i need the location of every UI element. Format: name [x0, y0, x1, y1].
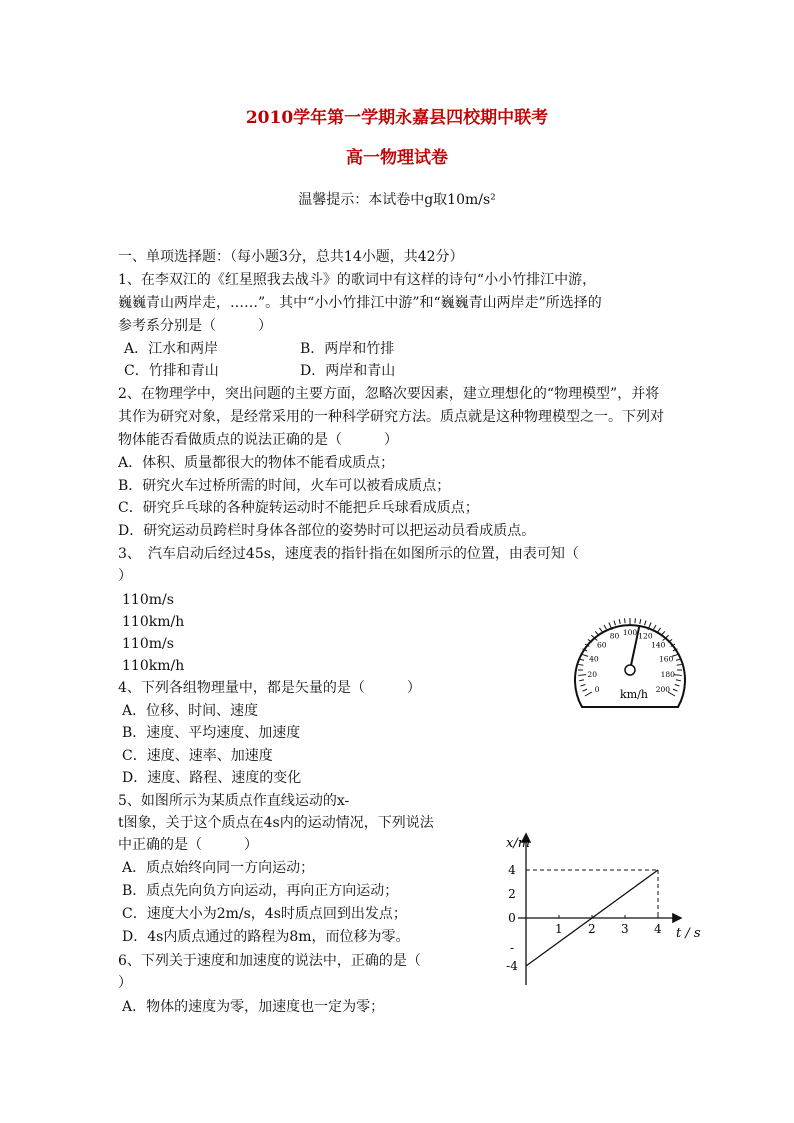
- x-tick-label: 3: [621, 922, 629, 936]
- q2-line-1: 2、在物理学中，突出问题的主要方面，忽略次要因素，建立理想化的“物理模型”，并将: [118, 386, 660, 402]
- speedometer-tick: [676, 680, 681, 681]
- y-tick-label: 4: [508, 863, 516, 877]
- speedometer-tick: [661, 631, 664, 635]
- speedometer-tick: [673, 689, 678, 691]
- speedometer-tick-label: 80: [609, 631, 620, 641]
- q4-option-a: A．位移、时间、速度: [122, 703, 259, 719]
- q2-option-b: B．研究火车过桥所需的时间，火车可以被看成质点；: [118, 478, 451, 494]
- q5-line-2: t图象，关于这个质点在4s内的运动情况，下列说法: [118, 815, 434, 831]
- q4-option-d: D．速度、路程、速度的变化: [122, 770, 302, 786]
- speedometer-tick: [614, 621, 616, 626]
- speedometer-tick-label: 40: [589, 654, 599, 664]
- q1-option-a: A．江水和两岸: [124, 341, 219, 357]
- q3-option-b: 110km/h: [122, 614, 185, 630]
- speedometer-tick: [579, 680, 584, 681]
- paper-title: 2010学年第一学期永嘉县四校期中联考: [245, 108, 549, 128]
- q5-option-d: D．4s内质点通过的路程为8m，而位移为零。: [122, 929, 410, 945]
- x-axis-label: t / s: [676, 926, 701, 941]
- speedometer-tick-label: 120: [638, 631, 653, 641]
- x-tick-label: 1: [555, 922, 563, 936]
- q1-option-c: C．竹排和青山: [124, 363, 219, 379]
- q2-line-2: 其作为研究对象，是经常采用的一种科学研究方法。质点就是这种物理模型之一。下列对: [118, 409, 664, 425]
- speedometer-tick: [658, 628, 661, 632]
- q3-option-a: 110m/s: [122, 592, 174, 608]
- speedometer-tick: [581, 685, 586, 687]
- q3-line-2: ）: [118, 568, 132, 584]
- q3-option-c: 110m/s: [122, 636, 174, 652]
- speedometer-figure: [570, 592, 690, 712]
- q3-option-d: 110km/h: [122, 658, 185, 674]
- q6-option-a: A．物体的速度为零，加速度也一定为零；: [122, 999, 385, 1015]
- q6-line-1: 6、下列关于速度和加速度的说法中，正确的是（: [118, 953, 421, 969]
- speedometer-tick: [676, 659, 681, 660]
- q2-option-a: A．体积、质量都很大的物体不能看成质点；: [118, 455, 395, 471]
- q5-option-b: B．质点先向负方向运动，再向正方向运动；: [122, 883, 399, 899]
- speedometer-tick: [619, 619, 620, 624]
- y-axis-label: x/m: [506, 836, 531, 851]
- speedometer-hub: [625, 665, 635, 675]
- speedometer-tick-label: 160: [658, 654, 674, 664]
- q3-line-1: 3、 汽车启动后经过45s，速度表的指针指在如图所示的位置，由表可知（: [118, 546, 579, 562]
- speedometer-tick-label: 60: [596, 640, 607, 650]
- speedometer-tick: [654, 625, 657, 629]
- speedometer-tick: [677, 665, 682, 666]
- q6-line-2: ）: [118, 975, 132, 991]
- x-tick-label: 2: [588, 922, 596, 936]
- q2-option-c: C．研究乒乓球的各种旋转运动时不能把乒乓球看成质点；: [118, 500, 479, 516]
- q2-line-3: 物体能否看做质点的说法正确的是（ ）: [118, 432, 398, 448]
- speedometer-tick: [579, 659, 584, 660]
- q5-option-c: C．速度大小为2m/s，4s时质点回到出发点；: [122, 906, 407, 922]
- speedometer-tick: [582, 689, 587, 691]
- q1-line-3: 参考系分别是（ ）: [118, 318, 272, 334]
- x-tick-label: 4: [654, 922, 662, 936]
- speedometer-tick-label: 180: [660, 669, 675, 679]
- speedometer-tick: [635, 618, 636, 623]
- speedometer-tick: [585, 692, 592, 696]
- q2-option-d: D．研究运动员跨栏时身体各部位的姿势时可以把运动员看成质点。: [118, 523, 536, 539]
- q4-option-b: B．速度、平均速度、加速度: [122, 725, 301, 741]
- q1-option-d: D．两岸和青山: [300, 363, 396, 379]
- speedometer-tick: [645, 621, 647, 626]
- q1-option-b: B．两岸和竹排: [300, 341, 395, 357]
- speedometer-tick: [599, 628, 602, 632]
- speedometer-tick-label: 140: [651, 640, 666, 650]
- hint-text: 温馨提示：本试卷中g取10m/s²: [298, 192, 496, 208]
- speedometer-tick-label: 20: [587, 669, 597, 679]
- speedometer-tick: [578, 675, 586, 676]
- q1-line-2: 巍巍青山两岸走，……”。其中“小小竹排江中游”和“巍巍青山两岸走”所选择的: [118, 295, 602, 311]
- y-tick-label: 0: [508, 911, 516, 925]
- speedometer-tick: [604, 625, 607, 629]
- q5-option-a: A．质点始终向同一方向运动；: [122, 860, 315, 876]
- speedometer-tick: [578, 665, 583, 666]
- xt-graph-figure: [490, 825, 715, 995]
- speedometer-tick-label: 200: [655, 685, 671, 694]
- speedometer-tick-label: 100: [622, 628, 638, 637]
- y-tick-label: -: [509, 941, 515, 955]
- y-tick-label: -4: [506, 959, 518, 973]
- q5-line-3: 中正确的是（ ）: [118, 837, 258, 853]
- paper-subtitle: 高一物理试卷: [346, 148, 448, 168]
- q4-option-c: C．速度、速率、加速度: [122, 748, 273, 764]
- q5-line-1: 5、如图所示为某质点作直线运动的x-: [118, 793, 350, 809]
- speedometer-tick: [625, 618, 626, 623]
- y-tick-label: 2: [508, 887, 516, 901]
- speedometer-tick: [640, 619, 641, 624]
- speedometer-tick: [595, 631, 598, 635]
- q1-line-1: 1、在李双江的《红星照我去战斗》的歌词中有这样的诗句“小小竹排江中游，: [118, 272, 597, 288]
- q4-line-1: 4、下列各组物理量中，都是矢量的是（ ）: [118, 680, 421, 696]
- speedometer-tick-label: 0: [594, 685, 600, 694]
- speedometer-unit-label: km/h: [620, 688, 648, 701]
- speedometer-tick: [675, 685, 680, 687]
- section-heading: 一、单项选择题：（每小题3分，总共14小题，共42分）: [118, 249, 464, 265]
